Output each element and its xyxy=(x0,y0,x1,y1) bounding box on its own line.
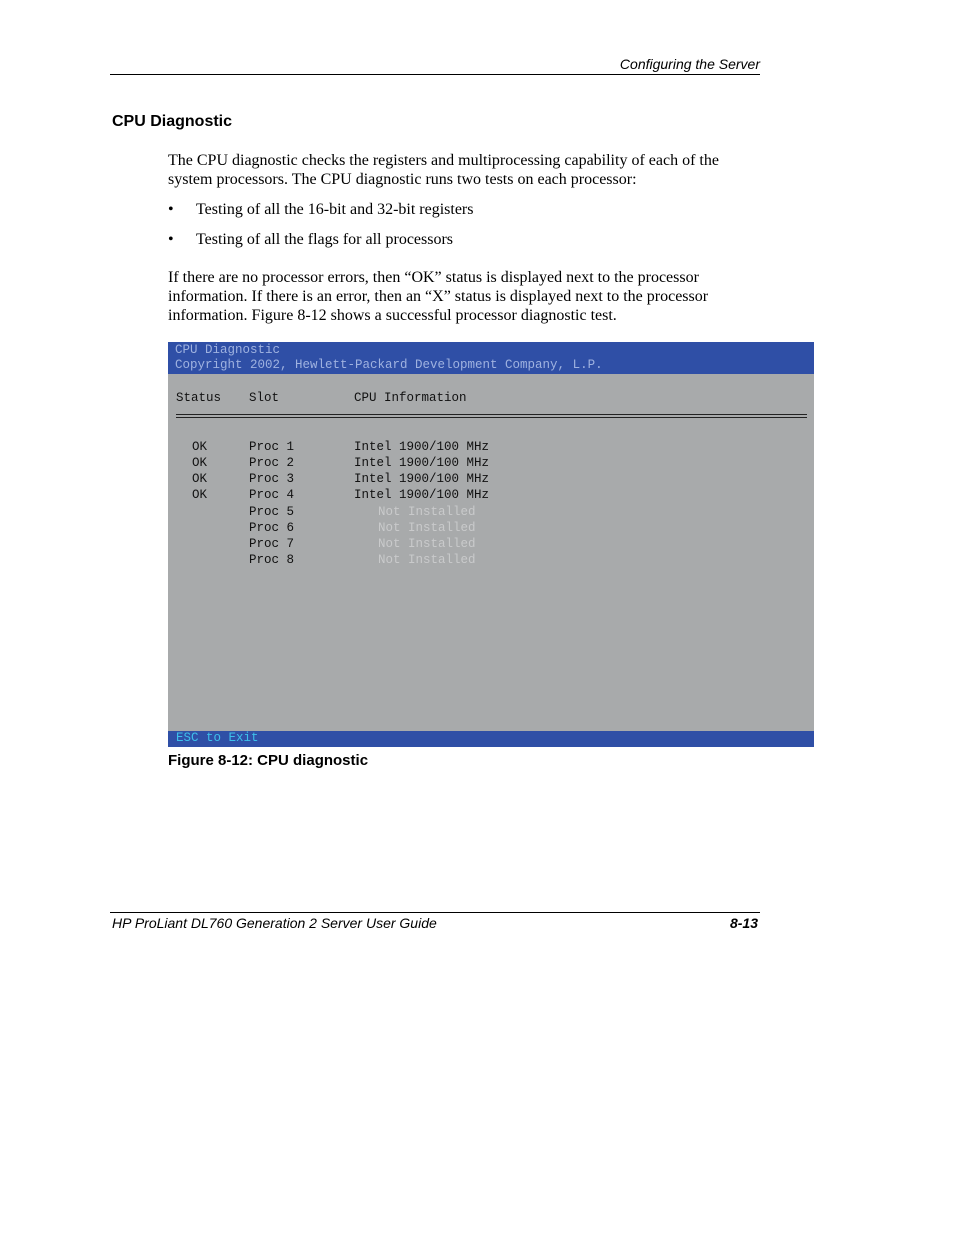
table-row xyxy=(168,505,814,521)
status-cell: OK xyxy=(192,456,208,470)
table-row xyxy=(168,472,814,488)
slot-cell: Proc 1 xyxy=(249,440,295,454)
slot-cell: Proc 5 xyxy=(249,505,295,519)
screen-status-bar xyxy=(168,731,814,747)
cpu-info-cell: Intel 1900/100 MHz xyxy=(354,472,490,486)
slot-cell: Proc 7 xyxy=(249,537,295,551)
status-cell: OK xyxy=(192,440,208,454)
cpu-info-cell: Intel 1900/100 MHz xyxy=(354,456,490,470)
screen-title-bar xyxy=(168,342,814,374)
esc-exit-hint: ESC to Exit xyxy=(176,731,259,745)
status-cell: OK xyxy=(192,472,208,486)
footer-title: HP ProLiant DL760 Generation 2 Server User Guide xyxy=(112,915,437,931)
screen-title: CPU Diagnostic xyxy=(175,343,281,357)
table-row xyxy=(168,553,814,569)
cpu-info-cell: Not Installed xyxy=(378,521,476,535)
cpu-info-cell: Intel 1900/100 MHz xyxy=(354,440,490,454)
slot-cell: Proc 8 xyxy=(249,553,295,567)
header-divider xyxy=(176,417,807,418)
slot-cell: Proc 4 xyxy=(249,488,295,502)
column-header-slot: Slot xyxy=(249,391,280,405)
screen-copyright: Copyright 2002, Hewlett-Packard Development Company, L.P. xyxy=(175,358,603,372)
table-row xyxy=(168,456,814,472)
slot-cell: Proc 2 xyxy=(249,456,295,470)
running-header: Configuring the Server xyxy=(619,56,760,72)
cpu-info-cell: Not Installed xyxy=(378,537,476,551)
status-cell: OK xyxy=(192,488,208,502)
header-divider xyxy=(176,414,807,415)
slot-cell: Proc 6 xyxy=(249,521,295,535)
bullet-text: Testing of all the 16-bit and 32-bit registers xyxy=(196,201,474,218)
section-heading: CPU Diagnostic xyxy=(112,113,233,130)
cpu-diagnostic-screen xyxy=(168,342,814,747)
intro-paragraph: The CPU diagnostic checks the registers and multiprocessing capability of each of the system processors. The CPU diagnostic runs two tests on each processor: xyxy=(168,152,719,188)
cpu-info-cell: Intel 1900/100 MHz xyxy=(354,488,490,502)
table-row xyxy=(168,521,814,537)
bullet-dot: • xyxy=(168,201,174,218)
table-row xyxy=(168,537,814,553)
bullet-text: Testing of all the flags for all processors xyxy=(196,231,454,248)
page-number: 8-13 xyxy=(729,915,758,931)
cpu-info-cell: Not Installed xyxy=(378,553,476,567)
status-paragraph: If there are no processor errors, then “OK” status is displayed next to the processor information. If there is an error, then an “X” status is displayed next to the processor information. Figure 8-12 shows a successful processor diagnostic test. xyxy=(168,269,709,324)
column-header-info: CPU Information xyxy=(354,391,467,405)
figure-caption: Figure 8-12: CPU diagnostic xyxy=(168,752,369,769)
footer-rule xyxy=(110,912,760,913)
header-rule xyxy=(110,74,760,75)
bullet-dot: • xyxy=(168,231,174,248)
column-header-status: Status xyxy=(176,391,222,405)
cpu-info-cell: Not Installed xyxy=(378,505,476,519)
table-row xyxy=(168,488,814,504)
table-row xyxy=(168,440,814,456)
slot-cell: Proc 3 xyxy=(249,472,295,486)
